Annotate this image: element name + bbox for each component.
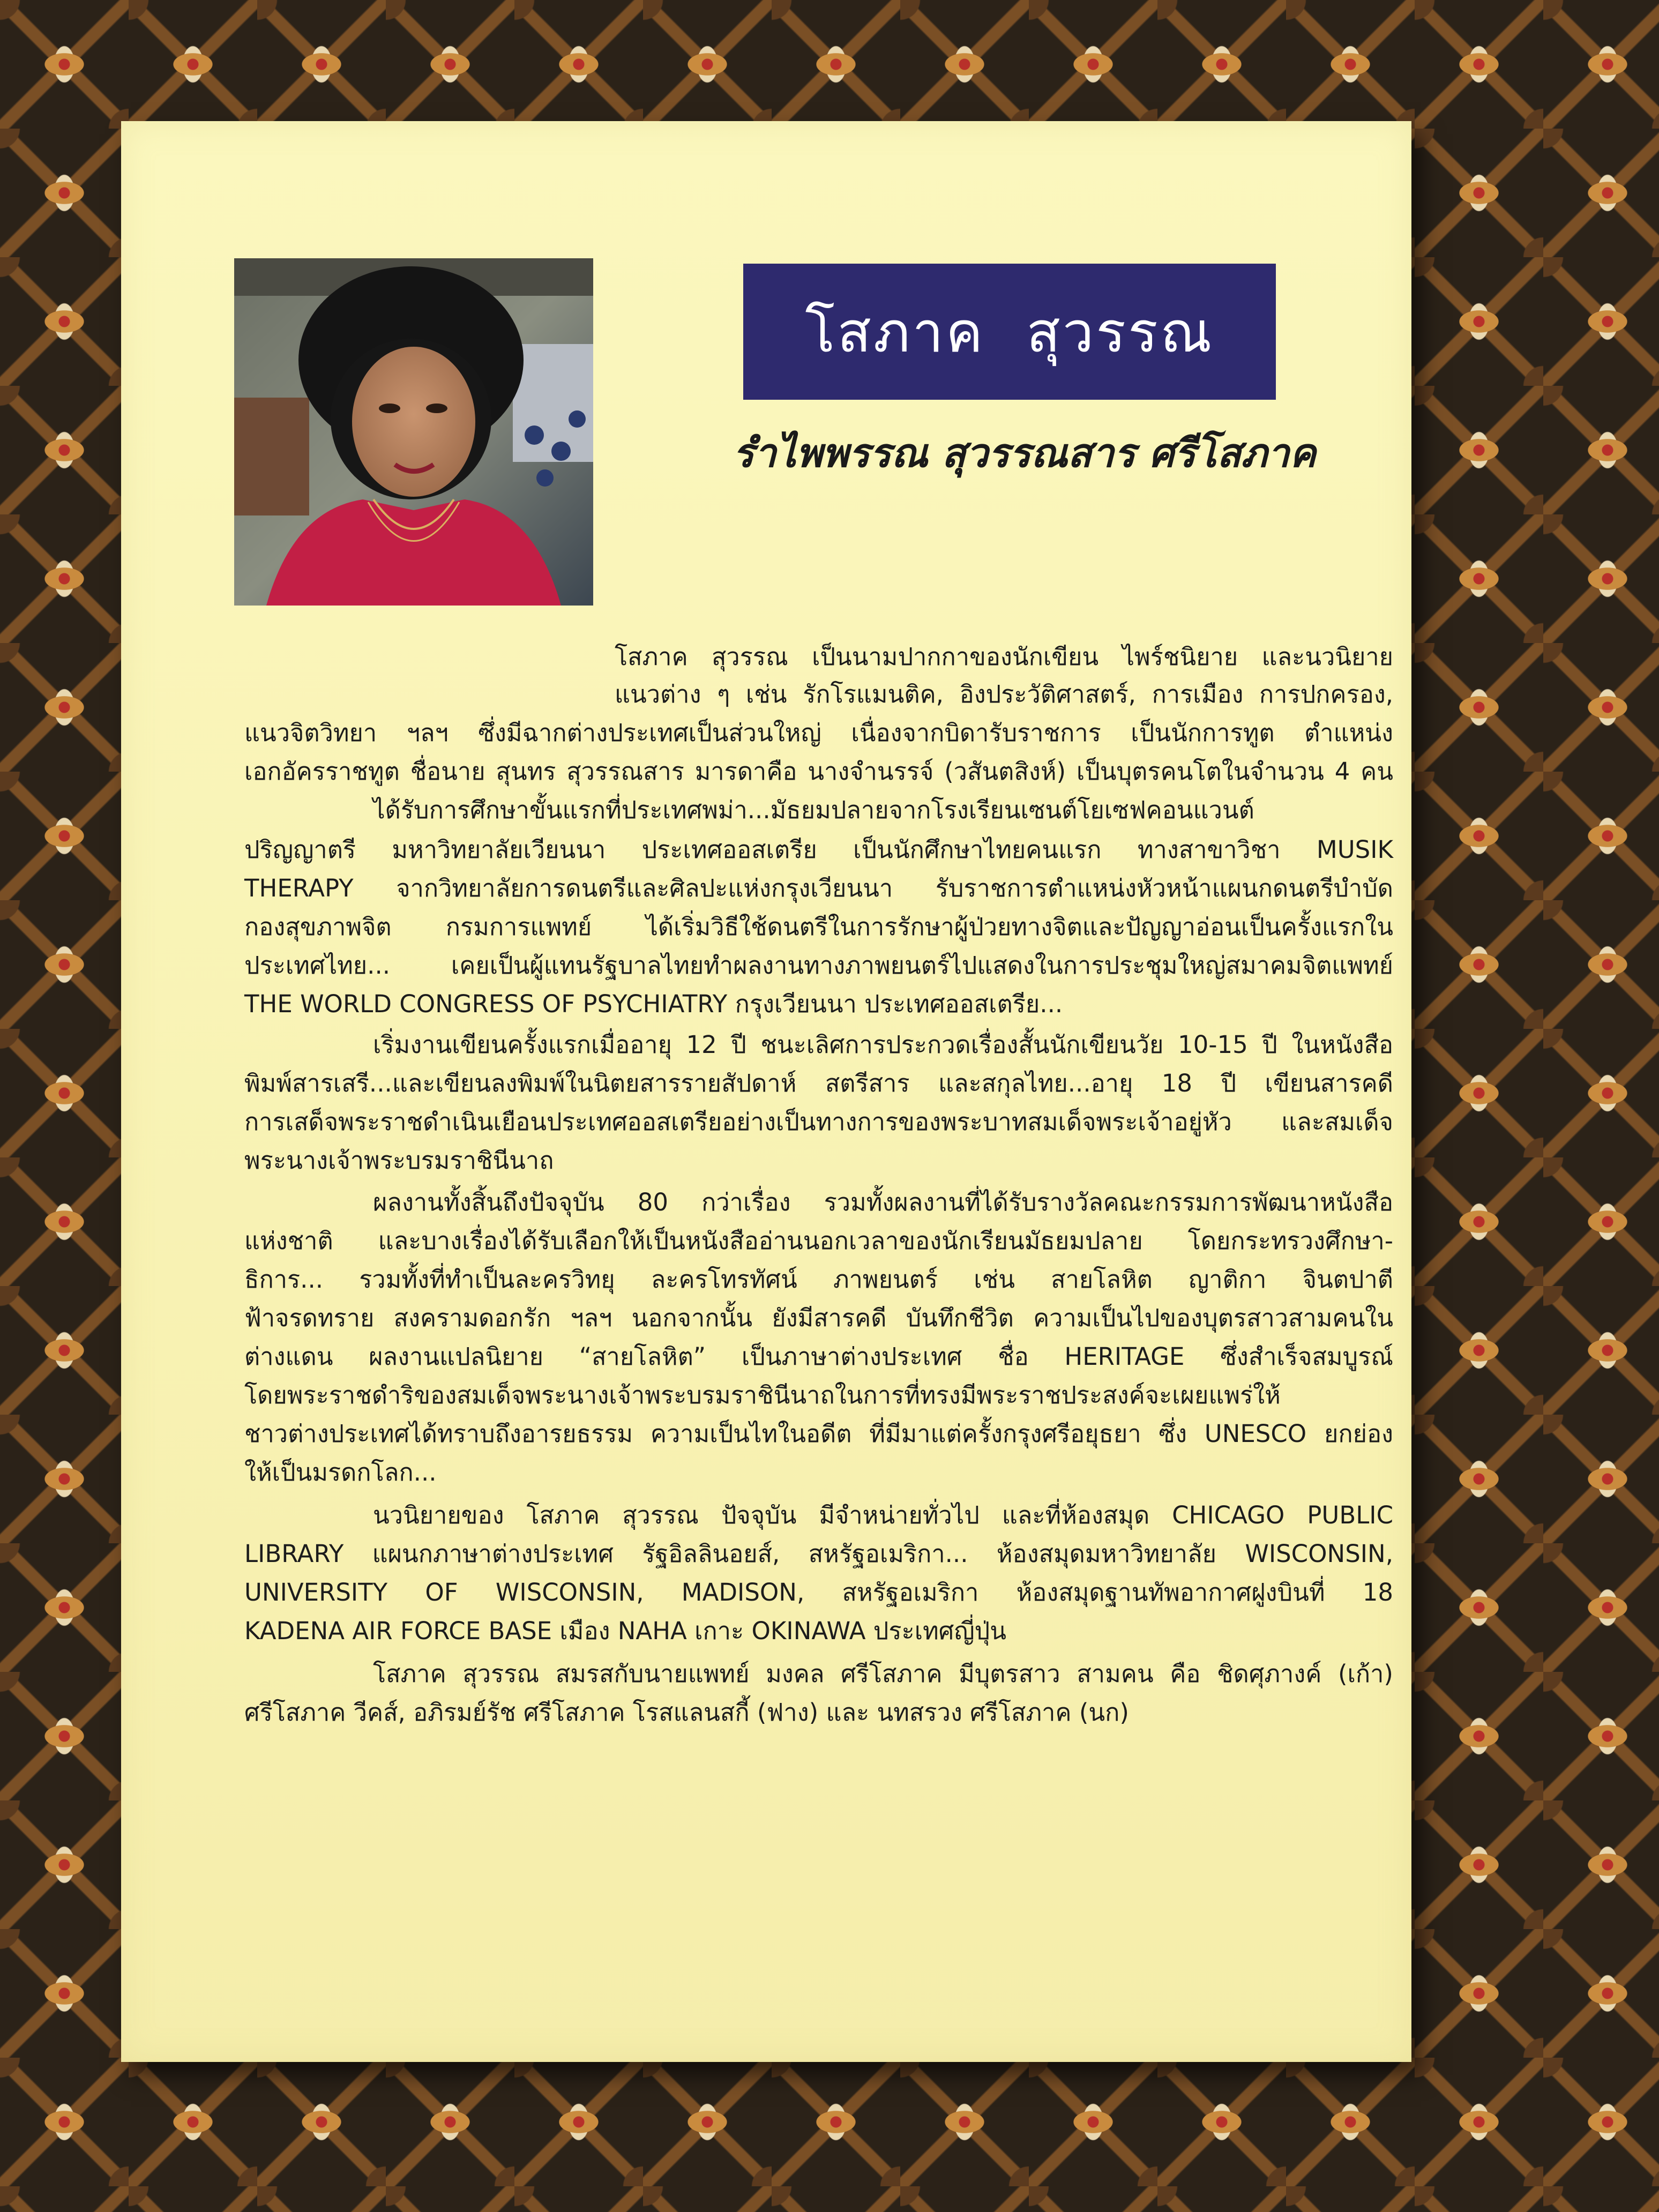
book-back-cover	[121, 121, 1411, 2062]
bio-line: โสภาค สุวรรณ เป็นนามปากกาของนักเขียน ไพร์ชนิยาย และนวนิยาย	[615, 642, 1393, 671]
bio-line: กองสุขภาพจิต กรมการแพทย์ ได้เริ่มวิธีใช้ดนตรีในการรักษาผู้ป่วยทางจิตและปัญญาอ่อนเป็นครั้งแรกใน	[244, 913, 1393, 941]
bio-line: LIBRARY แผนกภาษาต่างประเทศ รัฐอิลลินอยส์, สหรัฐอเมริกา... ห้องสมุดมหาวิทยาลัย WISCONSIN,	[244, 1540, 1393, 1568]
bio-line: แห่งชาติ และบางเรื่องได้รับเลือกให้เป็นหนังสืออ่านนอกเวลาของนักเรียนมัธยมปลาย โดยกระทรวงศึกษา-	[244, 1227, 1393, 1255]
bio-line: ได้รับการศึกษาขั้นแรกที่ประเทศพม่า...มัธยมปลายจากโรงเรียนเซนต์โยเซฟคอนแวนต์	[373, 796, 1254, 824]
bio-line: ต่างแดน ผลงานแปลนิยาย “สายโลหิต” เป็นภาษาต่างประเทศ ชื่อ HERITAGE ซึ่งสำเร็จสมบูรณ์	[244, 1342, 1393, 1371]
bio-line: แนวจิตวิทยา ฯลฯ ซึ่งมีฉากต่างประเทศเป็นส่วนใหญ่ เนื่องจากบิดารับราชการ เป็นนักการทูต ตำแหน่ง	[244, 719, 1393, 747]
bio-line: KADENA AIR FORCE BASE เมือง NAHA เกาะ OKINAWA ประเทศญี่ปุ่น	[244, 1617, 1006, 1645]
author-photo	[234, 258, 593, 606]
pen-name-title: โสภาค สุวรรณ	[805, 299, 1214, 365]
bio-line: ประเทศไทย... เคยเป็นผู้แทนรัฐบาลไทยทำผลงานทางภาพยนตร์ไปแสดงในการประชุมใหญ่สมาคมจิตแพทย์	[244, 951, 1393, 980]
bio-line: พระนางเจ้าพระบรมราชินีนาถ	[244, 1146, 554, 1175]
bio-line: พิมพ์สารเสรี...และเขียนลงพิมพ์ในนิตยสารรายสัปดาห์ สตรีสาร และสกุลไทย...อายุ 18 ปี เขียนสารคดี	[244, 1069, 1393, 1097]
bio-line: นวนิยายของ โสภาค สุวรรณ ปัจจุบัน มีจำหน่ายทั่วไป และที่ห้องสมุด CHICAGO PUBLIC	[373, 1501, 1393, 1529]
bio-line: โดยพระราชดำริของสมเด็จพระนางเจ้าพระบรมราชินีนาถในการที่ทรงมีพระราชประสงค์จะเผยแพร่ให้	[244, 1381, 1281, 1409]
bio-line: ธิการ... รวมทั้งที่ทำเป็นละครวิทยุ ละครโทรทัศน์ ภาพยนตร์ เช่น สายโลหิต ญาติกา จินตปาตี	[244, 1265, 1393, 1294]
bio-line: THERAPY จากวิทยาลัยการดนตรีและศิลปะแห่งกรุงเวียนนา รับราชการตำแหน่งหัวหน้าแผนกดนตรีบำบัด	[244, 874, 1393, 902]
bio-line: โสภาค สุวรรณ สมรสกับนายแพทย์ มงคล ศรีโสภาค มีบุตรสาว สามคน คือ ชิดศุภางค์ (เก้า)	[373, 1660, 1393, 1688]
bio-line: ให้เป็นมรดกโลก...	[244, 1458, 437, 1486]
author-title-banner	[743, 264, 1276, 400]
bio-line: การเสด็จพระราชดำเนินเยือนประเทศออสเตรียอย่างเป็นทางการของพระบาทสมเด็จพระเจ้าอยู่หัว และสมเด็จ	[244, 1108, 1393, 1136]
bio-line: ผลงานทั้งสิ้นถึงปัจจุบัน 80 กว่าเรื่อง รวมทั้งผลงานที่ได้รับรางวัลคณะกรรมการพัฒนาหนังสือ	[373, 1188, 1393, 1216]
author-portrait-image	[234, 258, 593, 606]
bio-line: ศรีโสภาค วีคส์, อภิรมย์รัช ศรีโสภาค โรสแลนสกี้ (ฟาง) และ นทสรวง ศรีโสภาค (นก)	[244, 1698, 1129, 1727]
real-name-subtitle: รำไพพรรณ สุวรรณสาร ศรีโสภาค	[733, 430, 1316, 476]
bio-line: ชาวต่างประเทศได้ทราบถึงอารยธรรม ความเป็นไทในอดีต ที่มีมาแต่ครั้งกรุงศรีอยุธยา ซึ่ง UNESCO ยกย่อง	[244, 1419, 1393, 1448]
bio-line: แนวต่าง ๆ เช่น รักโรแมนติค, อิงประวัติศาสตร์, การเมือง การปกครอง,	[615, 680, 1393, 708]
bio-line: THE WORLD CONGRESS OF PSYCHIATRY กรุงเวียนนา ประเทศออสเตรีย...	[244, 990, 1063, 1018]
bio-line: เริ่มงานเขียนครั้งแรกเมื่ออายุ 12 ปี ชนะเลิศการประกวดเรื่องสั้นนักเขียนวัย 10-15 ปี ในหนังสือ	[373, 1030, 1393, 1059]
bio-line: เอกอัครราชทูต ชื่อนาย สุนทร สุวรรณสาร มารดาคือ นางจำนรรจ์ (วสันตสิงห์) เป็นบุตรคนโตในจำนวน 4 คน	[244, 757, 1393, 786]
bio-line: ปริญญาตรี มหาวิทยาลัยเวียนนา ประเทศออสเตรีย เป็นนักศึกษาไทยคนแรก ทางสาขาวิชา MUSIK	[244, 835, 1393, 864]
bio-line: UNIVERSITY OF WISCONSIN, MADISON, สหรัฐอเมริกา ห้องสมุดฐานทัพอากาศฝูงบินที่ 18	[244, 1578, 1393, 1606]
bio-line: ฟ้าจรดทราย สงครามดอกรัก ฯลฯ นอกจากนั้น ยังมีสารคดี บันทึกชีวิต ความเป็นไปของบุตรสาวสามคนใน	[244, 1304, 1393, 1332]
